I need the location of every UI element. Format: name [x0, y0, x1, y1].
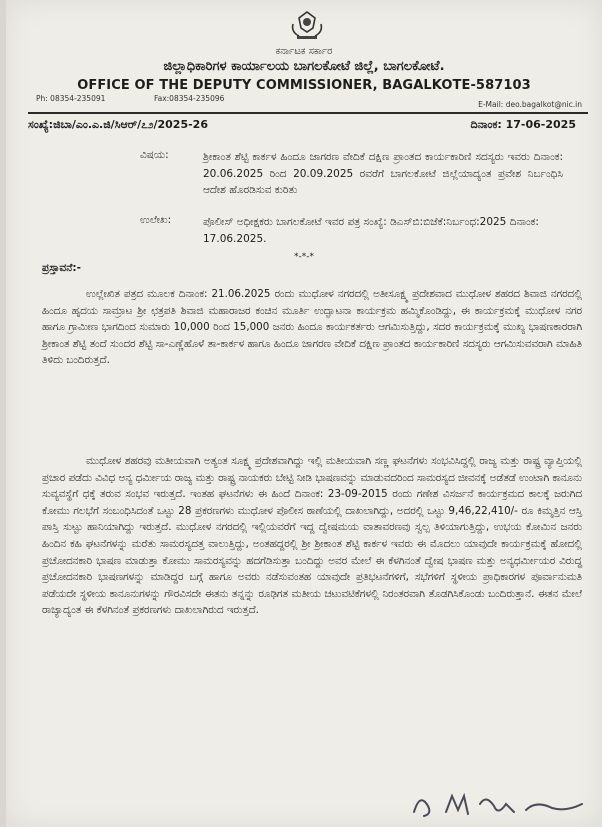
paragraph-1: ಉಲ್ಲೇಖಿತ ಪತ್ರದ ಮೂಲಕ ದಿನಾಂಕ: 21.06.2025 ರಂದು ಮುಧೋಳ ನಗರದಲ್ಲಿ ಅತೀಸೂಕ್ಷ್ಮ ಪ್ರದೇಶವಾದ ಮುಧೋಳ ಶಹರದ ಶಿವಾಜಿ ನಗರದಲ್ಲಿ ಹಿಂದೂ ಹೃದಯ ಸಾಮ್ರಾಟ ಶ್ರೀ ಛತ್ರಪತಿ ಶಿವಾಜಿ ಮಹಾರಾಜರ ಕಂಚಿನ ಮೂರ್ತಿ ಉದ್ಘಾಟನಾ ಕಾರ್ಯಕ್ರಮ ಹಮ್ಮಿಕೊಂಡಿದ್ದು, ಈ ಕಾರ್ಯಕ್ರಮಕ್ಕೆ ಮುಧೋಳ ನಗರ ಹಾಗೂ ಗ್ರಾಮೀಣ ಭಾಗದಿಂದ ಸುಮಾರು 10,000 ರಿಂದ 15,000 ಜನರು ಹಿಂದೂ ಕಾರ್ಯಕರ್ತರು ಆಗಮಿಸುತ್ತಿದ್ದು, ಸದರ ಕಾರ್ಯಕ್ರಮಕ್ಕೆ ಮುಖ್ಯ ಭಾಷಣಕಾರರಾಗಿ ಶ್ರೀಕಾಂತ ಶೆಟ್ಟಿ ತಂದೆ ಸುಂದರ ಶೆಟ್ಟಿ ಸಾ-ಎಣ್ಣೆಹೊಳೆ ತಾ-ಕಾರ್ಕಳ ಹಾಗೂ ಹಿಂದೂ ಜಾಗರಣ ವೇದಿಕೆ ದಕ್ಷಿಣ ಪ್ರಾಂತದ ಕಾರ್ಯಕಾರಿಣಿ ಸದಸ್ಯರು ಆಗಮಿಸುವವರಾಗಿ ಮಾಹಿತಿ ತಿಳಿದು ಬಂದಿರುತ್ತದೆ.: [42, 288, 582, 367]
fax-number: Fax:08354-235096: [154, 94, 225, 103]
reference-number: ಸಂಖ್ಯೆ:ಜಿಬಾ/ಎಂ.ಎ.ಜಿ/ಸಿಆರ್/೭೨/2025-26: [28, 118, 208, 131]
email-address: E-Mail: deo.bagalkot@nic.in: [478, 100, 582, 109]
subject-label: ವಿಷಯ:: [140, 149, 169, 161]
reference-text: ಪೊಲೀಸ್ ಅಧೀಕ್ಷಕರು ಬಾಗಲಕೋಟೆ ಇವರ ಪತ್ರ ಸಂಖ್ಯೆ: ಡಿಎಸ್‌ಬಿ:ಬಿಜೆಕೆ:ನಿರ್ಬಂಧ:2025 ದಿನಾಂಕ: 17.06.2025.: [203, 216, 539, 245]
phone-number: Ph: 08354-235091: [36, 94, 106, 103]
office-title-english: OFFICE OF THE DEPUTY COMMISSIONER, BAGALKOTE-587103: [77, 78, 531, 93]
preamble-heading: ಪ್ರಸ್ತಾವನೆ:-: [42, 262, 81, 274]
subject-text: ಶ್ರೀಕಾಂತ ಶೆಟ್ಟಿ ಕಾರ್ಕಳ ಹಿಂದೂ ಜಾಗರಣ ವೇದಿಕೆ ದಕ್ಷಿಣ ಪ್ರಾಂತದ ಕಾರ್ಯಕಾರಿಣಿ ಸದಸ್ಯರು ಇವರು ದಿನಾಂಕ: 20.06.2025 ರಿಂದ 20.09.2025 ರವರೆಗೆ ಬಾಗಲಕೋಟೆ ಜಿಲ್ಲೆಯಾದ್ಯಂತ ಪ್ರವೇಶ ನಿರ್ಬಂಧಿಸಿ ಆದೇಶ ಹೊರಡಿಸುವ ಕುರಿತು: [203, 151, 563, 196]
separator: *-*-*: [294, 252, 314, 262]
state-government-label: ಕರ್ನಾಟಕ ಸರ್ಕಾರ: [275, 46, 333, 57]
letter-date: ದಿನಾಂಕ: 17-06-2025: [470, 118, 576, 131]
karnataka-emblem-icon: [287, 10, 327, 42]
reference-label: ಉಲೇಖ:: [140, 214, 172, 226]
letter-page: [6, 0, 602, 827]
header-divider: [28, 112, 588, 114]
signature: [406, 782, 586, 824]
office-title-kannada: ಜಿಲ್ಲಾಧಿಕಾರಿಗಳ ಕಾರ್ಯಾಲಯ ಬಾಗಲಕೋಟೆ ಜಿಲ್ಲೆ, ಬಾಗಲಕೋಟೆ.: [163, 59, 445, 74]
paragraph-2: ಮುಧೋಳ ಶಹರವು ಮತೀಯವಾಗಿ ಅತ್ಯಂತ ಸೂಕ್ಷ್ಮ ಪ್ರದೇಶವಾಗಿದ್ದು ಇಲ್ಲಿ ಮತೀಯವಾಗಿ ಸಣ್ಣ ಘಟನೆಗಳು ಸಂಭವಿಸಿದ್ದಲ್ಲಿ ರಾಜ್ಯ ಮತ್ತು ರಾಷ್ಟ್ರ ವ್ಯಾಪ್ತಿಯಲ್ಲಿ ಪ್ರಚಾರ ಪಡೆದು ವಿವಿಧ ಅನ್ಯ ಧರ್ಮೀಯ ರಾಜ್ಯ ಮತ್ತು ರಾಷ್ಟ್ರ ನಾಯಕರು ಬೇಟ್ಟಿ ನೀಡಿ ಭಾಷಣವನ್ನು ಮಾಡುವದರಿಂದ ಸಾಮರಸ್ಯದ ಜೀವನಕ್ಕೆ ಅಡೆತಡೆ ಉಂಟಾಗಿ ಕಾನೂನು ಸುವ್ಯವಸ್ಥೆಗೆ ಧಕ್ಕೆ ತರುವ ಸಂಭವ ಇರುತ್ತದೆ. ಇಂತಹ ಘಟನೆಗಳು ಈ ಹಿಂದೆ ದಿನಾಂಕ: 23-09-2015 ರಂದು ಗಣೇಶ ವಿಸರ್ಜನೆ ಕಾರ್ಯಕ್ರಮದ ಕಾಲಕ್ಕೆ ಜರುಗಿದ ಕೋಮು ಗಲಭೆಗೆ ಸಂಬಂಧಿಸಿದಂತೆ ಒಟ್ಟು 28 ಪ್ರಕರಣಗಳು ಮುಧೋಳ ಪೊಲೀಸ ಠಾಣೆಯಲ್ಲಿ ದಾಖಲಾಗಿದ್ದು, ಅದರಲ್ಲಿ ಒಟ್ಟು 9,46,22,410/- ರೂ ಕಿಮ್ಮತ್ತಿನ ಆಸ್ತಿ ಪಾಸ್ತಿ ಸುಟ್ಟು ಹಾನಿಯಾಗಿದ್ದು ಇರುತ್ತದೆ. ಮುಧೋಳ ನಗರದಲ್ಲಿ ಇಲ್ಲಿಯವರೆಗೆ ಇದ್ದ ದ್ವೇಷಮಯ ವಾತಾವರಣವು ಸ್ವಲ್ಪ ತಿಳಿಯಾಗುತ್ತಿದ್ದು, ಉಭಯ ಕೋಮಿನ ಜನರು ಹಿಂದಿನ ಕಹಿ ಘಟನೆಗಳನ್ನು ಮರೆತು ಸಾಮರಸ್ಯದತ್ತ ವಾಲುತ್ತಿದ್ದು, ಅಂತಹದ್ದರಲ್ಲಿ ಶ್ರೀ ಶ್ರೀಕಾಂತ ಶೆಟ್ಟಿ ಕಾರ್ಕಳ ಇವರು ಈ ಮೊದಲು ಯಾವುದೇ ಕಾರ್ಯಕ್ರಮಕ್ಕೆ ಹೋದಲ್ಲಿ ಪ್ರಚೋದನಕಾರಿ ಭಾಷಣ ಮಾಡುತ್ತಾ ಕೋಮು ಸಾಮರಸ್ಯವನ್ನು ಹದಗೆಡಿಸುತ್ತಾ ಬಂದಿದ್ದು ಅವರ ಮೇಲೆ ಈ ಕೆಳಗಿನಂತೆ ದ್ವೇಷ ಭಾಷಣ ಮತ್ತು ಅನ್ಯಧರ್ಮೀಯರ ವಿರುದ್ಧ ಪ್ರಚೋದನಕಾರಿ ಭಾಷಣಗಳನ್ನು ಮಾಡಿದ್ದರ ಬಗ್ಗೆ ಹಾಗೂ ಅವರು ನಡೆಸುವಂತಹ ಯಾವುದೇ ಪ್ರತಿಭಟನೆಗಳಿಗೆ, ಸಭೆಗಳಿಗೆ ಸ್ಥಳೀಯ ಪ್ರಾಧಿಕಾರಗಳ ಪೂರ್ವಾನುಮತಿ ಪಡೆಯದೇ ಸ್ಥಳೀಯ ಕಾನೂನುಗಳನ್ನು ಗೌರವಿಸದೇ ಈತನು ತನ್ನನ್ನು ರೂಢಿಗತ ಮತೀಯ ಚಟುವಟಿಕೆಗಳಲ್ಲಿ ನಿರಂತರವಾಗಿ ತೊಡಗಿಸಿಕೊಂಡು ಬಂದಿರುತ್ತಾನೆ. ಈತನ ಮೇಲೆ ರಾಜ್ಯಾದ್ಯಂತ ಈ ಕೆಳಗಿನಂತೆ ಪ್ರಕರಣಗಳು ದಾಖಲಾಗಿರುದ ಇರುತ್ತದೆ.: [42, 455, 582, 617]
